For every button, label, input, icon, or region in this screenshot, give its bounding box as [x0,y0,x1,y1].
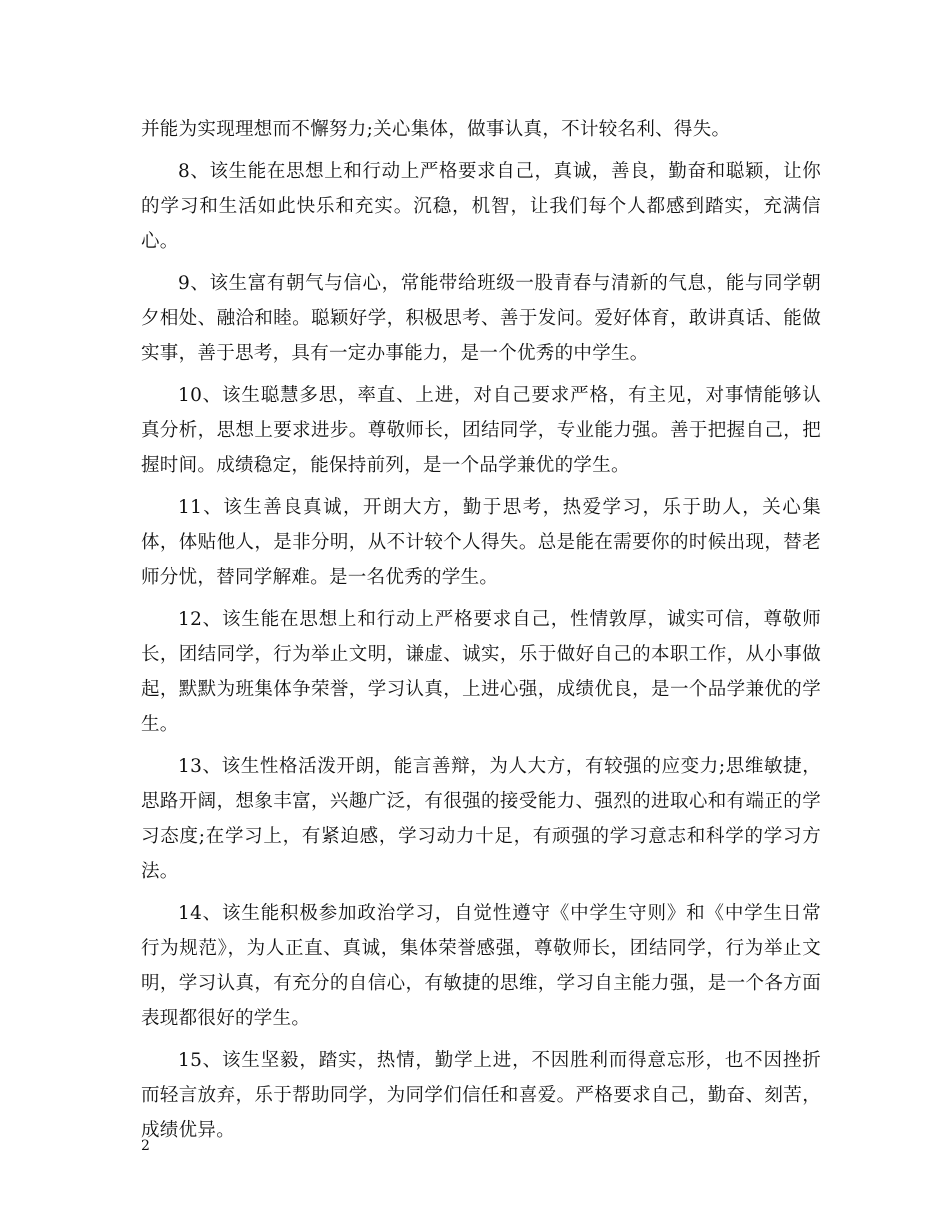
paragraph-continuation: 并能为实现理想而不懈努力;关心集体，做事认真，不计较名利、得失。 [141,119,731,140]
paragraph-item-8: 8、该生能在思想上和行动上严格要求自己，真诚，善良，勤奋和聪颖，让你的学习和生活如此快乐和充实。沉稳，机智，让我们每个人都感到踏实，充满信心。 [141,161,821,252]
paragraph-item-13: 13、该生性格活泼开朗，能言善辩，为人大方，有较强的应变力;思维敏捷，思路开阔，想象丰富，兴趣广泛，有很强的接受能力、强烈的进取心和有端正的学习态度;在学习上，有紧迫感，学习动力十足，有顽强的学习意志和科学的学习方法。 [141,756,821,882]
document-body [141,112,821,1155]
paragraph-item-9: 9、该生富有朝气与信心，常能带给班级一股青春与清新的气息，能与同学朝夕相处、融洽和睦。聪颖好学，积极思考、善于发问。爱好体育，敢讲真话、能做实事，善于思考，具有一定办事能力，是一个优秀的中学生。 [141,273,821,364]
paragraph-item-12: 12、该生能在思想上和行动上严格要求自己，性情敦厚，诚实可信，尊敬师长，团结同学，行为举止文明，谦虚、诚实，乐于做好自己的本职工作，从小事做起，默默为班集体争荣誉，学习认真，上进心强，成绩优良，是一个品学兼优的学生。 [141,609,821,735]
paragraph-item-14: 14、该生能积极参加政治学习，自觉性遵守《中学生守则》和《中学生日常行为规范》，为人正直、真诚，集体荣誉感强，尊敬师长，团结同学，行为举止文明，学习认真，有充分的自信心，有敏捷的思维，学习自主能力强，是一个各方面表现都很好的学生。 [141,903,821,1029]
paragraph-item-15: 15、该生坚毅，踏实，热情，勤学上进，不因胜利而得意忘形，也不因挫折而轻言放弃，乐于帮助同学，为同学们信任和喜爱。严格要求自己，勤奋、刻苦，成绩优异。 [141,1050,821,1141]
page-number: 2 [141,1138,150,1154]
paragraph-item-11: 11、该生善良真诚，开朗大方，勤于思考，热爱学习，乐于助人，关心集体，体贴他人，是非分明，从不计较个人得失。总是能在需要你的时候出现，替老师分忧，替同学解难。是一名优秀的学生。 [141,497,821,588]
paragraph-item-10: 10、该生聪慧多思，率直、上进，对自己要求严格，有主见，对事情能够认真分析，思想上要求进步。尊敬师长，团结同学，专业能力强。善于把握自己，把握时间。成绩稳定，能保持前列，是一个品学兼优的学生。 [141,385,821,476]
